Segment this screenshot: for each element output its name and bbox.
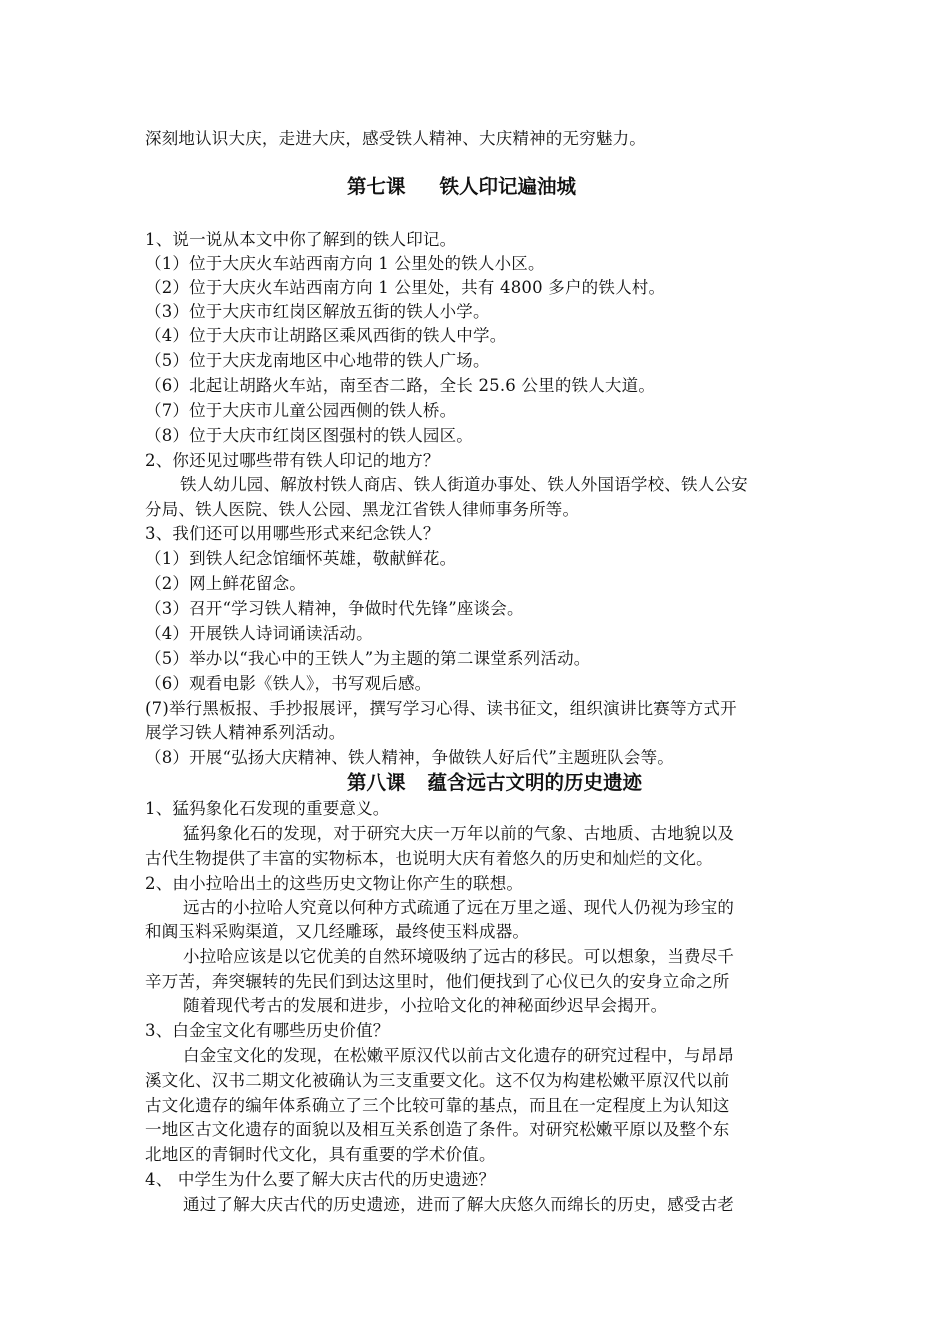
list-item-7-line-1: (7)举行黑板报、手抄报展评，撰写学习心得、读书征文，组织演讲比赛等方式开	[145, 699, 737, 718]
lesson7-question-3: 3、我们还可以用哪些形式来纪念铁人？	[145, 524, 440, 543]
lesson8-answer-3-line-4: 一地区古文化遗存的面貌以及相互关系创造了条件。对研究松嫩平原以及整个东	[145, 1120, 730, 1139]
list-item: （1）位于大庆火车站西南方向 1 公里处的铁人小区。	[145, 254, 545, 273]
lesson8-answer-1-line-2: 古代生物提供了丰富的实物标本，也说明大庆有着悠久的历史和灿烂的文化。	[145, 849, 713, 868]
lesson8-answer-4-line-1: 通过了解大庆古代的历史遗迹，进而了解大庆悠久而绵长的历史，感受古老	[183, 1195, 735, 1214]
list-item: （2）网上鲜花留念。	[145, 574, 306, 593]
list-item: （5）位于大庆龙南地区中心地带的铁人广场。	[145, 351, 490, 370]
list-item: （7）位于大庆市儿童公园西侧的铁人桥。	[145, 401, 457, 420]
list-item: （3）位于大庆市红岗区解放五街的铁人小学。	[145, 302, 490, 321]
lesson7-question-1: 1、说一说从本文中你了解到的铁人印记。	[145, 230, 457, 249]
lesson8-title	[347, 770, 642, 796]
list-item: （8）开展“弘扬大庆精神、铁人精神，争做铁人好后代”主题班队会等。	[145, 748, 674, 767]
list-item: （4）开展铁人诗词诵读活动。	[145, 624, 373, 643]
list-item: （5）举办以“我心中的王铁人”为主题的第二课堂系列活动。	[145, 649, 591, 668]
lesson8-question-3: 3、白金宝文化有哪些历史价值？	[145, 1021, 390, 1040]
lesson8-answer-3-line-1: 白金宝文化的发现，在松嫩平原汉代以前古文化遗存的研究过程中，与昂昂	[183, 1046, 735, 1065]
lesson8-answer-2-p1-line-2: 和阗玉料采购渠道，又几经雕琢，最终使玉料成器。	[145, 922, 530, 941]
lesson8-question-2: 2、由小拉哈出土的这些历史文物让你产生的联想。	[145, 874, 524, 893]
lesson8-answer-3-line-3: 古文化遗存的编年体系确立了三个比较可靠的基点，而且在一定程度上为认知这	[145, 1096, 730, 1115]
lesson7-title-name: 铁人印记遍油城	[439, 175, 577, 198]
list-item: （2）位于大庆火车站西南方向 1 公里处，共有 4800 多户的铁人村。	[145, 278, 666, 297]
lesson8-title-name: 蕴含远古文明的历史遗迹	[427, 771, 643, 794]
list-item: （6）观看电影《铁人》，书写观后感。	[145, 674, 432, 693]
lesson8-title-number: 第八课	[347, 771, 406, 794]
lesson8-answer-1-line-1: 猛犸象化石的发现，对于研究大庆一万年以前的气象、古地质、古地貌以及	[183, 824, 735, 843]
lesson7-question-2: 2、你还见过哪些带有铁人印记的地方？	[145, 451, 440, 470]
lesson7-title	[347, 174, 576, 200]
lesson8-answer-2-p3: 随着现代考古的发展和进步，小拉哈文化的神秘面纱迟早会揭开。	[183, 996, 668, 1015]
lesson8-answer-2-p1-line-1: 远古的小拉哈人究竟以何种方式疏通了远在万里之遥、现代人仍视为珍宝的	[183, 898, 735, 917]
lesson8-question-4: 4、 中学生为什么要了解大庆古代的历史遗迹？	[145, 1170, 496, 1189]
lesson7-answer-2-line-2: 分局、铁人医院、铁人公园、黑龙江省铁人律师事务所等。	[145, 500, 580, 519]
lesson8-answer-2-p2-line-2: 辛万苦，奔突辗转的先民们到达这里时，他们便找到了心仪已久的安身立命之所	[145, 972, 730, 991]
lesson7-answer-2-line-1: 铁人幼儿园、解放村铁人商店、铁人街道办事处、铁人外国语学校、铁人公安	[180, 475, 748, 494]
list-item: （6）北起让胡路火车站，南至杏二路，全长 25.6 公里的铁人大道。	[145, 376, 656, 395]
lesson8-answer-2-p2-line-1: 小拉哈应该是以它优美的自然环境吸纳了远古的移民。可以想象，当费尽千	[183, 947, 735, 966]
intro-line: 深刻地认识大庆，走进大庆，感受铁人精神、大庆精神的无穷魅力。	[145, 129, 646, 148]
list-item: （4）位于大庆市让胡路区乘风西街的铁人中学。	[145, 326, 507, 345]
list-item: （8）位于大庆市红岗区图强村的铁人园区。	[145, 426, 473, 445]
list-item: （3）召开“学习铁人精神，争做时代先锋”座谈会。	[145, 599, 524, 618]
list-item: （1）到铁人纪念馆缅怀英雄，敬献鲜花。	[145, 549, 457, 568]
list-item-7-line-2: 展学习铁人精神系列活动。	[145, 723, 346, 742]
lesson8-answer-3-line-5: 北地区的青铜时代文化，具有重要的学术价值。	[145, 1145, 496, 1164]
lesson8-answer-3-line-2: 溪文化、汉书二期文化被确认为三支重要文化。这不仅为构建松嫩平原汉代以前	[145, 1071, 730, 1090]
lesson7-title-number: 第七课	[347, 175, 406, 198]
lesson8-question-1: 1、猛犸象化石发现的重要意义。	[145, 799, 390, 818]
